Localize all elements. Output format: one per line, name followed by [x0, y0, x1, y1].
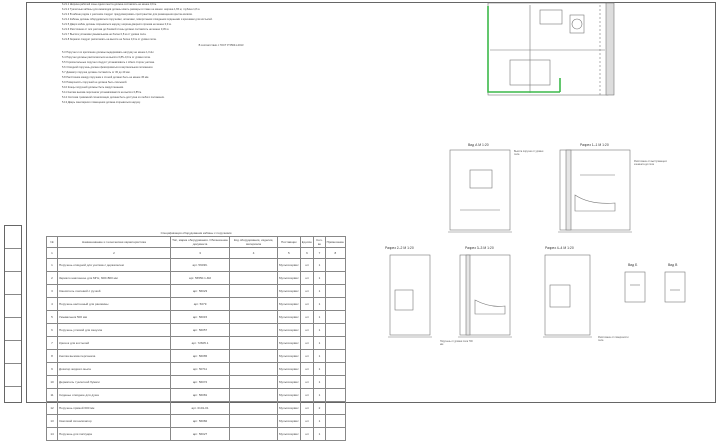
column-number: 2: [58, 248, 171, 259]
table-cell: 1: [314, 311, 325, 324]
table-cell: шт: [300, 311, 314, 324]
table-cell: Мультисервис: [278, 311, 301, 324]
table-cell: Смеситель локтевой с ручкой: [58, 285, 171, 298]
column-number: 3: [171, 248, 230, 259]
table-cell: 5: [47, 311, 58, 324]
table-cell: Поручень настенный для раковины: [58, 298, 171, 311]
table-cell: Мультисервис: [278, 376, 301, 389]
table-cell: Сиденье откидное для душа: [58, 389, 171, 402]
table-cell: арт. 56065: [171, 350, 230, 363]
table-cell: [230, 428, 278, 441]
view-c-label: Вид В: [668, 263, 678, 267]
table-cell: 9: [47, 363, 58, 376]
column-header: Примечание: [325, 237, 345, 248]
annotation: Поручень от уровня пола 700 мм: [440, 340, 473, 346]
note-paragraph: 5.12 Система тревожной сигнализации должна быть доступна из любого положения.: [62, 95, 165, 99]
section-4-4: [543, 255, 592, 337]
table-cell: Поручень прямой 600 мм: [58, 402, 171, 415]
section-1-1-label: Разрез 1–1 М 1:20: [580, 143, 609, 147]
table-cell: шт: [300, 363, 314, 376]
table-cell: 11: [47, 389, 58, 402]
table-cell: арт. 56015: [171, 311, 230, 324]
table-cell: шт: [300, 337, 314, 350]
table-cell: 12: [47, 402, 58, 415]
table-cell: 1: [314, 389, 325, 402]
table-cell: шт: [300, 415, 314, 428]
view-b: [625, 272, 645, 302]
table-cell: шт: [300, 259, 314, 272]
section-3-3: [458, 255, 512, 337]
section-2-2: [388, 255, 432, 337]
table-cell: Поручень для писсуара: [58, 428, 171, 441]
table-cell: арт. 72605.1: [171, 337, 230, 350]
table-cell: 2: [47, 272, 58, 285]
table-cell: арт. 50711: [171, 363, 230, 376]
table-cell: Поручень откидной для унитаза с держателем: [58, 259, 171, 272]
table-cell: шт: [300, 428, 314, 441]
table-cell: 2: [314, 402, 325, 415]
table-cell: шт: [300, 272, 314, 285]
section-2-2-label: Разрез 2–2 М 1:20: [385, 246, 414, 250]
table-cell: 10: [47, 376, 58, 389]
note-paragraph: 5.7 Диаметр поручня должен составлять от 30 до 40 мм.: [62, 70, 131, 74]
table-cell: 1: [314, 415, 325, 428]
table-cell: арт. 56023: [171, 285, 230, 298]
note-paragraph: 6.21.8 Зеркало следует располагать на высоте не более 0,9 м от уровня пола.: [62, 38, 157, 41]
table-cell: 1: [314, 428, 325, 441]
note-paragraph: 6.21.1 Ширина рабочей зоны одного места должна составлять не менее 0,9 м.: [62, 3, 157, 6]
table-cell: 1: [314, 363, 325, 376]
column-number: 6: [300, 248, 314, 259]
table-cell: Мультисервис: [278, 402, 301, 415]
table-cell: 4: [47, 298, 58, 311]
table-row: [47, 415, 346, 428]
note-paragraph: 5.8 Расстояние между поручнем и стеной должно быть не менее 45 мм.: [62, 75, 150, 79]
note-paragraph: 6.21.5 Двери кабин должны открываться наружу, ширина дверного проема не менее 0,9 м.: [62, 23, 172, 26]
table-cell: 7: [47, 337, 58, 350]
column-header: №: [47, 237, 58, 248]
table-cell: 1: [314, 376, 325, 389]
section-3-3-label: Разрез 3–3 М 1:20: [465, 246, 494, 250]
column-header: Ед.изм.: [300, 237, 314, 248]
section-title: В соответствии с ГОСТ Р 55641-2013: [198, 44, 244, 48]
view-b-label: Вид Б: [628, 263, 638, 267]
table-cell: 1: [314, 285, 325, 298]
table-cell: шт: [300, 324, 314, 337]
note-paragraph: 6.21.2 Туалетные кабины для инвалидов должны иметь размеры в плане не менее: ширина 1,65 м, глубина 1,8 м.: [62, 8, 201, 11]
annotation: Высота поручня от уровня пола: [514, 150, 544, 156]
table-cell: 1: [314, 350, 325, 363]
table-cell: Мультисервис: [278, 428, 301, 441]
note-paragraph: 5.11 Кнопка вызова персонала устанавливается на высоте 0,85 м.: [62, 90, 142, 94]
table-cell: Дозатор жидкого мыла: [58, 363, 171, 376]
column-number: 1: [47, 248, 58, 259]
annotation: Расстояние от поверхности пола: [598, 336, 629, 342]
table-caption: Спецификация оборудования кабины с поручнями: [160, 230, 232, 235]
table-cell: шт: [300, 285, 314, 298]
view-c: [665, 272, 685, 302]
table-cell: арт. 56081: [171, 389, 230, 402]
table-cell: 14: [47, 428, 58, 441]
plan-view-outline: [488, 3, 608, 95]
table-cell: 6: [47, 324, 58, 337]
column-header: Поставщик: [278, 237, 301, 248]
table-cell: Световой сигнализатор: [58, 415, 171, 428]
table-cell: 1: [314, 298, 325, 311]
table-cell: 1: [47, 259, 58, 272]
table-cell: 13: [47, 415, 58, 428]
table-cell: Мультисервис: [278, 259, 301, 272]
view-a: [448, 150, 512, 232]
note-paragraph: 5.10 Концы поручней должны быть закругленными.: [62, 85, 124, 89]
table-cell: Мультисервис: [278, 272, 301, 285]
column-header: Наименование и техническая характеристика: [58, 237, 171, 248]
table-cell: Мультисервис: [278, 324, 301, 337]
table-cell: шт: [300, 350, 314, 363]
section-4-4-label: Разрез 4–4 М 1:20: [545, 246, 574, 250]
table-cell: арт. 0101-01: [171, 402, 230, 415]
table-cell: арт. 56082: [171, 415, 230, 428]
table-cell: [325, 428, 345, 441]
table-cell: Поручень угловой для санузла: [58, 324, 171, 337]
table-cell: Кнопка вызова персонала: [58, 350, 171, 363]
column-number: 4: [230, 248, 278, 259]
column-header: Код оборудования, изделия, материала: [230, 237, 278, 248]
view-a-label: Вид А М 1:20: [468, 143, 489, 147]
table-cell: шт: [300, 376, 314, 389]
column-number: 7: [314, 248, 325, 259]
table-cell: Крючок для костылей: [58, 337, 171, 350]
table-cell: арт. 56072: [171, 376, 230, 389]
table-cell: Мультисервис: [278, 350, 301, 363]
note-paragraph: 6.21.3 В кабине рядом с унитазом следует предусматривать пространство для размещения кресла-коляски.: [62, 13, 193, 16]
table-cell: арт. 56039.: [171, 259, 230, 272]
table-cell: 3: [47, 285, 58, 298]
table-cell: Зеркало наклонное для МГН, 600×800 мм: [58, 272, 171, 285]
table-cell: Держатель туалетной бумаги: [58, 376, 171, 389]
table-cell: Умывальник 500 мм: [58, 311, 171, 324]
table-cell: [230, 415, 278, 428]
note-paragraph: 5.3 Поручни и их крепление должны выдерживать нагрузку не менее 1,0 кН.: [62, 50, 155, 54]
table-cell: шт: [300, 389, 314, 402]
table-cell: Мультисервис: [278, 298, 301, 311]
section-1-1: [558, 150, 632, 232]
table-cell: 1: [314, 324, 325, 337]
table-cell: 8: [47, 350, 58, 363]
table-row: [47, 428, 346, 441]
note-paragraph: 5.9 Поверхность поручней не должна быть скользкой.: [62, 80, 128, 84]
table-cell: 1: [314, 337, 325, 350]
note-paragraph: 5.6 Откидной поручень должен фиксироваться в вертикальном положении.: [62, 65, 154, 69]
table-cell: [325, 415, 345, 428]
table-cell: арт. 56027: [171, 428, 230, 441]
table-cell: шт: [300, 298, 314, 311]
note-paragraph: 5.4 Поручни должны располагаться на высоте 0,85–0,9 м от уровня пола.: [62, 55, 151, 59]
table-cell: Мультисервис: [278, 363, 301, 376]
note-paragraph: 5.13 Дверь санитарного помещения должна открываться наружу.: [62, 100, 141, 104]
note-paragraph: 6.21.7 Высота установки умывальника не более 0,8 м от уровня пола.: [62, 33, 147, 36]
note-paragraph: 6.21.4 Кабины должны оборудоваться поручнями, штангами, поворотными откидными сиденьями и крючками для костылей.: [62, 18, 213, 21]
table-cell: арт. 5079: [171, 298, 230, 311]
plan-accessible-route: [488, 6, 560, 92]
column-header: Тип, марка оборудования. Обозначение документа: [172, 238, 228, 246]
note-paragraph: 5.5 Горизонтальные поручни следует устанавливать с обеих сторон унитаза.: [62, 60, 155, 64]
column-number: 8: [325, 248, 345, 259]
table-cell: Мультисервис: [278, 389, 301, 402]
table-cell: шт: [300, 402, 314, 415]
annotation: Расстояние от выступающего элемента до пола: [634, 160, 667, 166]
table-cell: Мультисервис: [278, 337, 301, 350]
column-number: 5: [278, 248, 301, 259]
table-cell: арт. 56057: [171, 324, 230, 337]
column-header: Кол-во: [314, 237, 325, 248]
table-cell: Мультисервис: [278, 415, 301, 428]
table-cell: Мультисервис: [278, 285, 301, 298]
table-cell: арт. 56550.1-М2: [171, 272, 230, 285]
table-cell: 1: [314, 259, 325, 272]
table-cell: 1: [314, 272, 325, 285]
note-paragraph: 6.21.6 Расстояние от оси унитаза до боковой стены должно составлять не менее 0,45 м.: [62, 28, 170, 31]
